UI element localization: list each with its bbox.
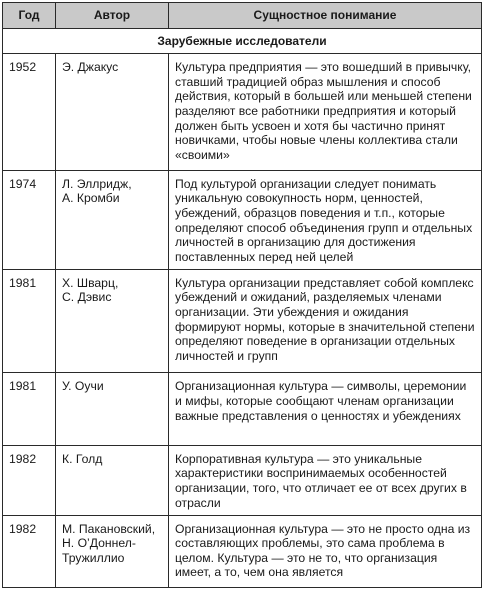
table-row: [3, 54, 482, 171]
header-year: Год: [3, 3, 56, 29]
table-row: [3, 515, 482, 587]
row-year: 1982: [3, 515, 56, 587]
row-author: Л. Эллридж, А. Кромби: [56, 170, 169, 269]
row-definition: Организационная культура — это не просто одна из составляющих проблемы, это сама проблема в целом. Культура — это не то, что организация имеет, а то, чем она является: [169, 515, 482, 587]
table-row: [3, 170, 482, 269]
row-definition: Организационная культура — символы, церемонии и мифы, которые сообщают членам организации важные представления о ценностях и убеждениях: [169, 373, 482, 445]
section-title: Зарубежные исследователи: [3, 29, 482, 54]
row-author: У. Оучи: [56, 373, 169, 445]
row-definition: Под культурой организации следует понимать уникальную совокупность норм, ценностей, убеждений, образцов поведения и т.п., которые определяют способ объединения групп и отдельных личностей в организацию для достижения поставленных перед ней целей: [169, 170, 482, 269]
section-row: [3, 29, 482, 54]
definitions-table: [2, 2, 482, 588]
header-definition: Сущностное понимание: [169, 3, 482, 29]
row-year: 1981: [3, 269, 56, 373]
row-author: Х. Шварц, С. Дэвис: [56, 269, 169, 373]
row-year: 1982: [3, 445, 56, 515]
row-author: Э. Джакус: [56, 54, 169, 171]
header-author: Автор: [56, 3, 169, 29]
row-year: 1952: [3, 54, 56, 171]
row-definition: Культура организации представляет собой комплекс убеждений и ожиданий, разделяемых членами организации. Эти убеждения и ожидания формируют нормы, которые в значительной степени определяют поведение в организации отдельных личностей и групп: [169, 269, 482, 373]
row-author: К. Голд: [56, 445, 169, 515]
table-row: [3, 373, 482, 445]
row-year: 1974: [3, 170, 56, 269]
row-definition: Культура предприятия — это вошедший в привычку, ставший традицией образ мышления и способ действия, который в большей или меньшей степени разделяют все работники предприятия и который должен быть усвоен и хотя бы частично принят новичками, чтобы новые члены коллектива стали «своими»: [169, 54, 482, 171]
row-author: М. Пакановский, Н. О’Доннел- Тружиллио: [56, 515, 169, 587]
row-year: 1981: [3, 373, 56, 445]
table-row: [3, 269, 482, 373]
row-definition: Корпоративная культура — это уникальные характеристики воспринимаемых особенностей организации, того, что отличает ее от всех других в отрасли: [169, 445, 482, 515]
table-header-row: [3, 3, 482, 29]
table-row: [3, 445, 482, 515]
